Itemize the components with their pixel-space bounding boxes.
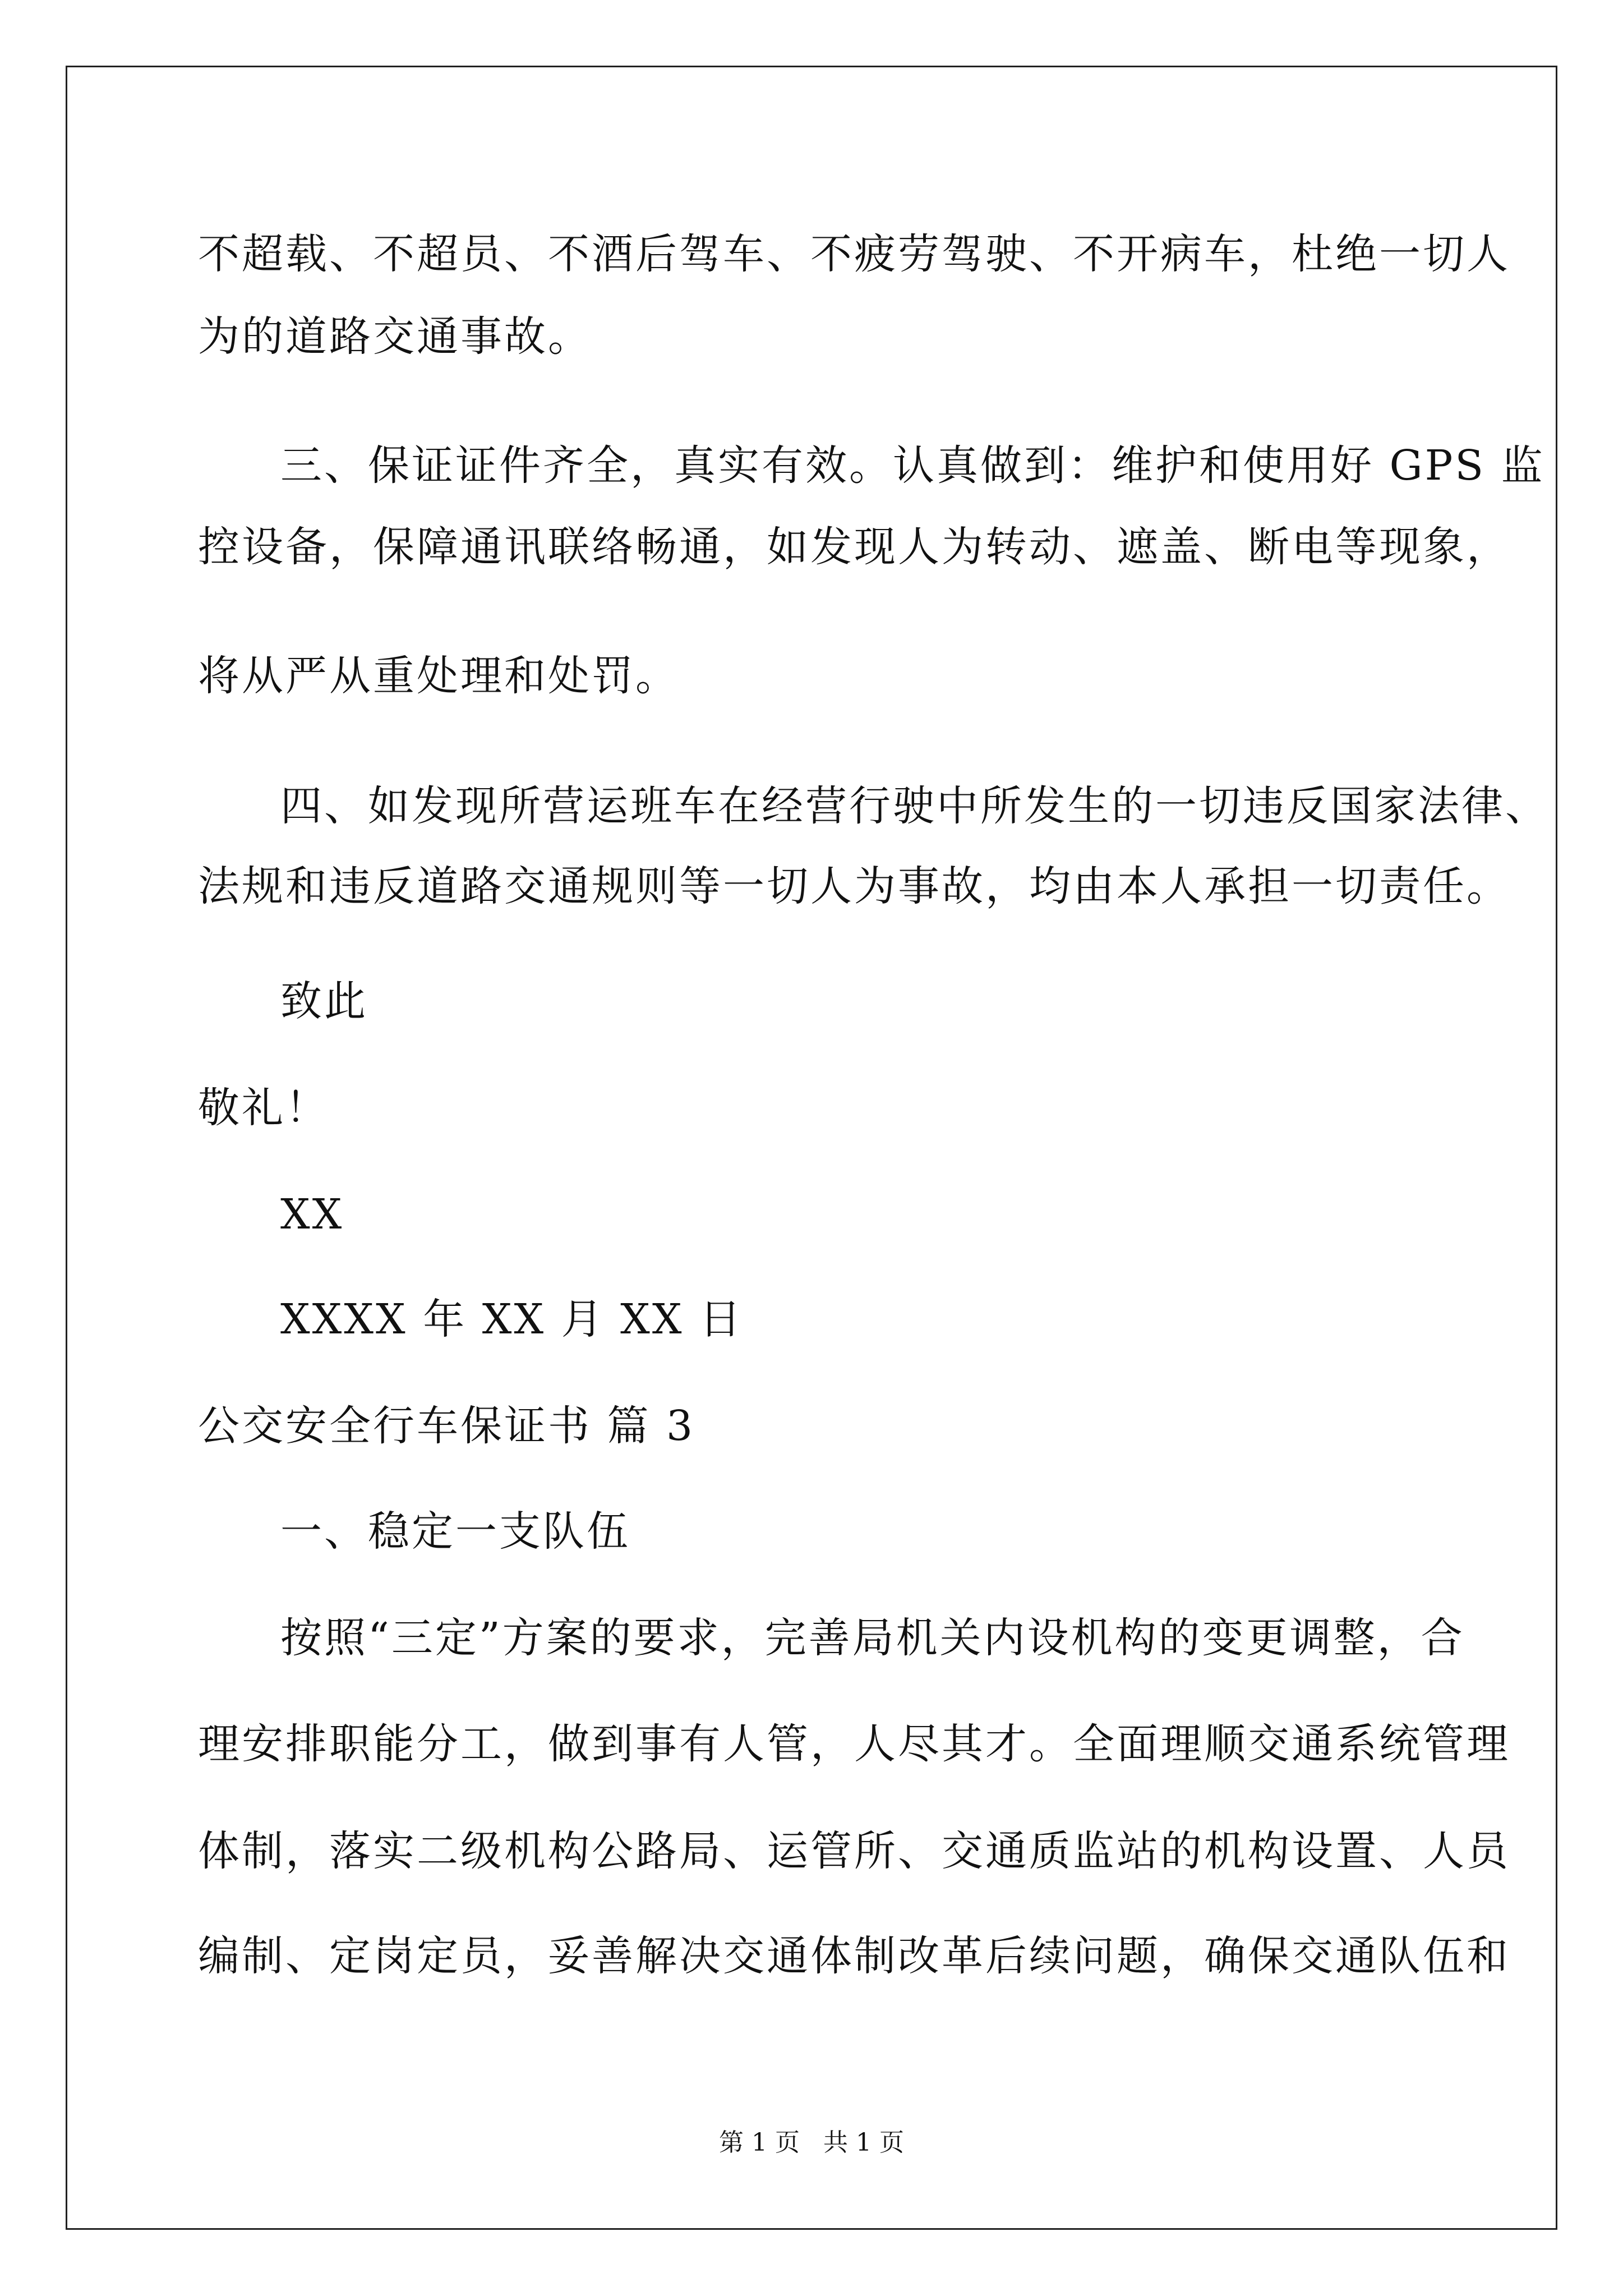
page-total: 共 1 页: [823, 2128, 904, 2157]
body-line-10: 体制，落实二级机构公路局、运管所、交通质监站的机构设置、人员: [198, 1827, 1510, 1875]
page-footer: [0, 2126, 1623, 2160]
signature-name: XX: [280, 1190, 344, 1239]
body-line-6: 四、如发现所营运班车在经营行驶中所发生的一切违反国家法律、: [280, 782, 1549, 830]
signature-date: XXXX 年 XX 月 XX 日: [280, 1295, 744, 1343]
body-line-5: 将从严从重处理和处罚。: [198, 652, 679, 700]
body-line-11: 编制、定岗定员，妥善解决交通体制改革后续问题，确保交通队伍和: [198, 1932, 1510, 1980]
section-heading: 公交安全行车保证书 篇 3: [198, 1402, 695, 1450]
body-line-2: 为的道路交通事故。: [198, 312, 592, 361]
page-border: [66, 66, 1557, 2230]
subsection-heading: 一、稳定一支队伍: [280, 1507, 630, 1556]
body-line-1: 不超载、不超员、不酒后驾车、不疲劳驾驶、不开病车，杜绝一切人: [198, 230, 1510, 278]
body-line-4: 控设备，保障通讯联络畅通，如发现人为转动、遮盖、断电等现象，: [198, 523, 1510, 571]
body-line-3: 三、保证证件齐全，真实有效。认真做到：维护和使用好 GPS 监: [280, 441, 1545, 490]
closing-line: 敬礼！: [198, 1084, 329, 1132]
body-line-7: 法规和违反道路交通规则等一切人为事故，均由本人承担一切责任。: [198, 862, 1510, 910]
body-line-8: 按照“三定”方案的要求，完善局机关内设机构的变更调整，合: [280, 1614, 1465, 1662]
body-line-9: 理安排职能分工，做到事有人管，人尽其才。全面理顺交通系统管理: [198, 1720, 1510, 1768]
page-number: 第 1 页: [719, 2128, 800, 2157]
salutation-line: 致此: [280, 977, 368, 1025]
